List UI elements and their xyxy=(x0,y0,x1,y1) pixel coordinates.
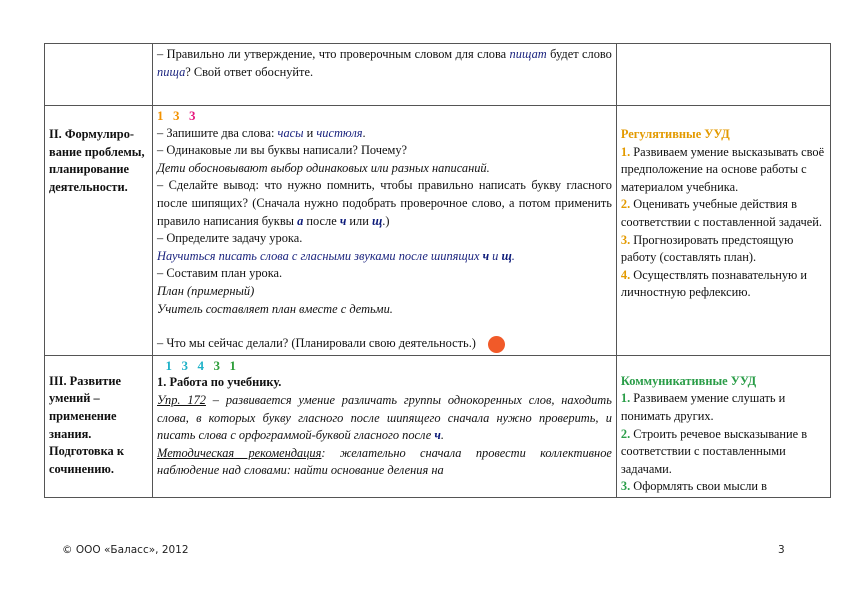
step-numbers: 1 3 4 3 1 xyxy=(165,357,238,373)
stage-cell xyxy=(45,106,153,356)
recommendation-link[interactable]: Методическая рекомендация xyxy=(157,445,322,460)
table-row xyxy=(45,44,831,106)
content-line: Учитель составляет план вместе с детьми. xyxy=(157,301,393,316)
orange-dot-icon xyxy=(488,336,505,353)
content-line: Дети обосновывают выбор одинаковых или разных написаний. xyxy=(157,160,490,175)
content-line: – Определите задачу урока. xyxy=(157,231,303,246)
content-line: План (примерный) xyxy=(157,283,255,298)
uud-item: 3. Прогнозировать предстоящую работу (составлять план). xyxy=(620,232,794,265)
lesson-plan-table xyxy=(44,43,831,498)
table-row xyxy=(45,106,831,356)
uud-item: 2. Оценивать учебные действия в соответствии с поставленной задачей. xyxy=(620,197,823,229)
method-recommendation: Методическая рекомендация: желательно сначала провести коллективное наблюдение над словами: найти основание деления на xyxy=(157,445,612,478)
step-numbers: 1 3 3 xyxy=(157,108,197,123)
content-cell xyxy=(153,106,617,356)
uud-title: Регулятивные УУД xyxy=(620,127,730,141)
exercise-description: Упр. 172 – развивается умение различать группы однокоренных слов, находить слова, в которых букву гласного после шипящего сначала нужно проверить, и писать слова с орфограммой-буквой гласного после ч. xyxy=(157,392,612,443)
uud-item: 4. Осуществлять познавательную и личностную рефлексию. xyxy=(620,267,808,300)
table-row xyxy=(45,355,831,497)
content-line: – Что мы сейчас делали? (Планировали свою деятельность.) xyxy=(157,335,612,353)
content-line: – Запишите два слова: часы и чистюля. xyxy=(157,125,366,140)
uud-title: Коммуникативные УУД xyxy=(620,373,757,388)
stage-cell xyxy=(45,44,153,106)
content-line: – Сделайте вывод: что нужно помнить, чтобы правильно написать букву гласного после шипящих? (Сначала нужно подобрать проверочное слово, а потом применить правило написания буквы а после ч или щ.) xyxy=(157,178,612,228)
section-heading: 1. Работа по учебнику. xyxy=(157,375,282,390)
copyright-footer: © ООО «Баласс», 2012 xyxy=(62,544,189,556)
page-number: 3 xyxy=(778,544,785,556)
stage-title: III. Развитие умений – применение знания. Подготовка к сочинению. xyxy=(49,373,124,476)
uud-item: 1. Развиваем умение слушать и понимать других. xyxy=(620,391,786,423)
content-cell xyxy=(153,355,617,497)
uud-cell xyxy=(616,44,830,106)
lesson-goal: Научиться писать слова с гласными звуками после шипящих ч и щ. xyxy=(157,248,515,263)
stage-title: II. Формулиро-вание проблемы, планирование деятельности. xyxy=(49,127,145,194)
uud-item: 3. Оформлять свои мысли в xyxy=(620,479,767,494)
uud-cell xyxy=(616,106,830,356)
row1-question: – Правильно ли утверждение, что проверочным словом для слова пищат будет слово пища? Свой ответ обоснуйте. xyxy=(157,47,612,79)
uud-item: 1. Развиваем умение высказывать своё предположение на основе работы с материалом учебника. xyxy=(620,144,825,194)
stage-cell xyxy=(45,355,153,497)
content-line: – Составим план урока. xyxy=(157,266,283,281)
exercise-link[interactable]: Упр. 172 xyxy=(157,392,206,407)
content-cell xyxy=(153,44,617,106)
uud-item: 2. Строить речевое высказывание в соответствии с поставленными задачами. xyxy=(620,426,808,476)
uud-cell xyxy=(616,355,830,497)
content-line: – Одинаковые ли вы буквы написали? Почему? xyxy=(157,143,408,158)
